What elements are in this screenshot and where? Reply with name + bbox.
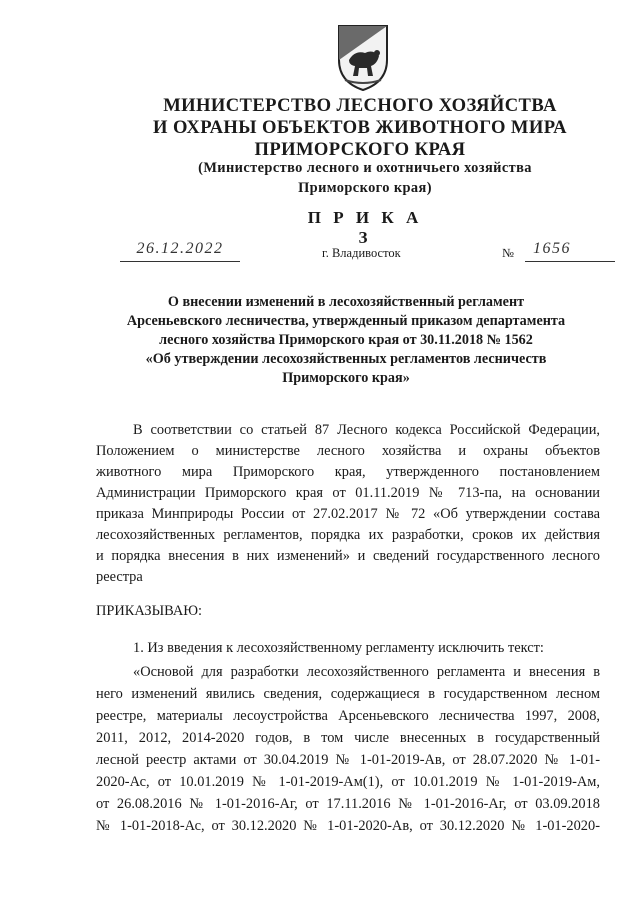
- order-number-field: [525, 240, 615, 262]
- subject-line-2: Арсеньевского лесничества, утвержденный приказом департамента: [126, 313, 566, 329]
- order-date-field: [120, 240, 240, 262]
- quote-line-6: 2020-Ас, от 10.01.2019 № 1-01-2019-Ам(1), от 10.01.2019 № 1-01-2019-Ам,: [96, 774, 600, 790]
- order-title: П Р И К А З: [307, 208, 423, 247]
- subject-line-3: лесного хозяйства Приморского края от 30.11.2018 № 1562: [159, 332, 533, 348]
- subject-line-1: О внесении изменений в лесохозяйственный регламент: [167, 294, 525, 310]
- item-1: 1. Из введения к лесохозяйственному регламенту исключить текст:: [133, 640, 544, 656]
- ministry-short-name-line-2: Приморского края): [298, 180, 432, 196]
- order-word: ПРИКАЗЫВАЮ:: [96, 603, 203, 619]
- ministry-short-name-line-1: (Министерство лесного и охотничьего хозяйства: [198, 160, 532, 176]
- handwritten-number: 1656: [533, 240, 571, 257]
- quote-line-5: лесной реестр актами от 30.04.2019 № 1-01-2019-Ав, от 28.07.2020 № 1-01-: [96, 752, 600, 768]
- handwritten-date: 26.12.2022: [136, 240, 224, 257]
- ministry-name-line-1: МИНИСТЕРСТВО ЛЕСНОГО ХОЗЯЙСТВА: [163, 95, 557, 116]
- quote-line-3: реестре, материалы лесоустройства Арсеньевского лесничества 1997, 2008,: [96, 708, 600, 724]
- subject-line-4: «Об утверждении лесохозяйственных регламентов лесничеств: [145, 351, 547, 367]
- preamble-line-6: лесохозяйственных регламентов, порядка их разработки, сроков их действия: [96, 527, 600, 543]
- quote-line-7: от 26.08.2016 № 1-01-2016-Аг, от 17.11.2016 № 1-01-2016-Аг, от 03.09.2018: [96, 796, 600, 812]
- number-underline: [525, 261, 615, 262]
- subject-line-5: Приморского края»: [282, 370, 410, 386]
- preamble-line-5: приказа Минприроды России от 27.02.2017 № 72 «Об утверждении состава: [96, 506, 600, 522]
- ministry-name-line-2: И ОХРАНЫ ОБЪЕКТОВ ЖИВОТНОГО МИРА: [153, 117, 567, 138]
- preamble-line-1: В соответствии со статьей 87 Лесного кодекса Российской Федерации,: [133, 422, 600, 438]
- preamble-line-2: Положением о министерстве лесного хозяйства и охраны объектов: [96, 443, 600, 459]
- preamble-line-4: Администрации Приморского края от 01.11.2019 № 713-па, на основании: [96, 485, 600, 501]
- coat-of-arms-emblem: [333, 20, 393, 92]
- quote-line-4: 2011, 2012, 2014-2020 годов, в том числе внесенных в государственный: [96, 730, 600, 746]
- preamble-line-3: животного мира Приморского края, утвержденного постановлением: [96, 464, 600, 480]
- quote-line-2: него изменений явились сведения, содержащиеся в государственном лесном: [96, 686, 600, 702]
- date-underline: [120, 261, 240, 262]
- ministry-name-line-3: ПРИМОРСКОГО КРАЯ: [254, 139, 466, 160]
- preamble-line-8: реестра: [96, 569, 143, 585]
- preamble-line-7: и порядка внесения в них изменений» и сведений государственного лесного: [96, 548, 600, 564]
- quote-line-1: «Основой для разработки лесохозяйственного регламента и внесения в: [133, 664, 600, 680]
- quote-line-8: № 1-01-2018-Ас, от 30.12.2020 № 1-01-2020-Ав, от 30.12.2020 № 1-01-2020-: [96, 818, 600, 834]
- city-label: г. Владивосток: [322, 246, 401, 260]
- number-label: №: [502, 246, 514, 260]
